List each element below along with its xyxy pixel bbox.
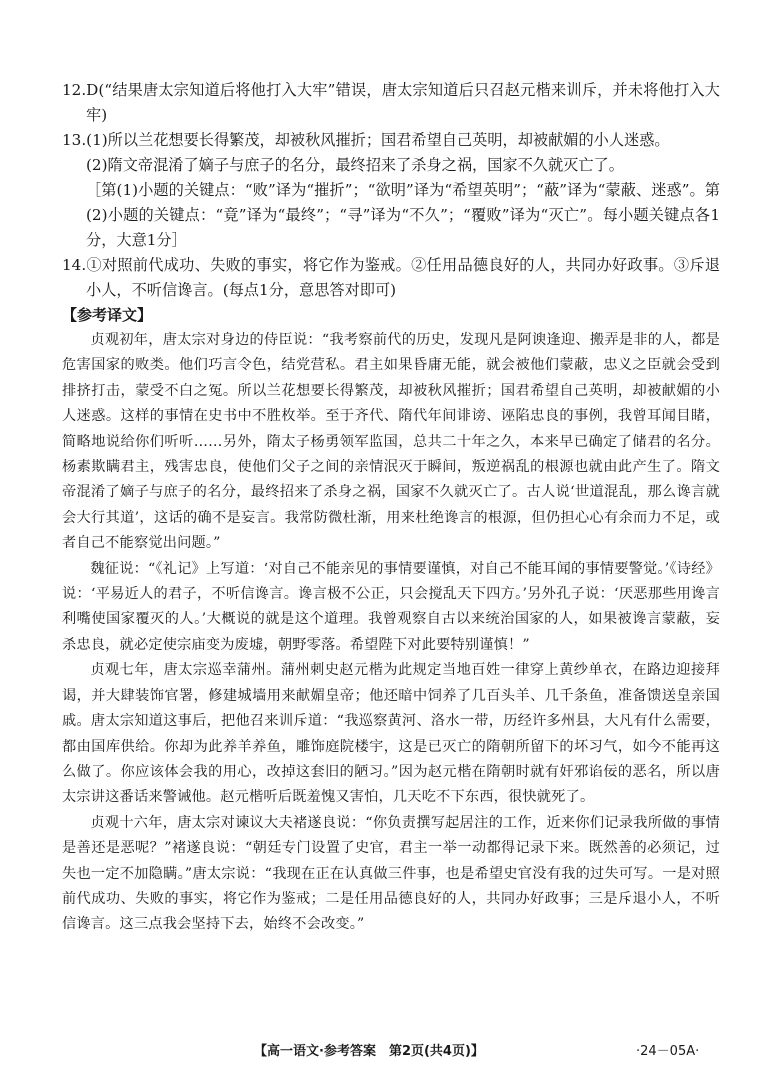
translation-paragraph-2: 魏征说：“《礼记》上写道：‘对自己不能亲见的事情要谨慎，对自己不能耳闻的事情要警觉。’《诗经》说：‘平易近人的君子，不听信谗言。谗言极不公正，只会搅乱天下四方。’另外孔子说：‘厌恶那些用谗言利嘴使国家覆灭的人。’大概说的就是这个道理。我曾观察自古以来统治国家的人，如果被谗言蒙蔽，妄杀忠良，就必定使宗庙变为废墟，朝野零落。希望陛下对此要特别谨慎！” — [62, 560, 720, 653]
translation-paragraph-1: 贞观初年，唐太宗对身边的侍臣说：“我考察前代的历史，发现凡是阿谀逢迎、搬弄是非的人，都是危害国家的败类。他们巧言令色，结党营私。君主如果昏庸无能，就会被他们蒙蔽，忠义之臣就会受到排挤打击，蒙受不白之冤。所以兰花想要长得繁茂，却被秋风摧折；国君希望自己英明，却被献媚的小人迷惑。这样的事情在史书中不胜枚举。至于齐代、隋代年间诽谤、诬陷忠良的事例，我曾耳闻目睹，简略地说给你们听听……另外，隋太子杨勇领军监国，总共二十年之久，本来早已确定了储君的名分。杨素欺瞒君主，残害忠良，使他们父子之间的亲情泯灭于瞬间，叛逆祸乱的根源也就由此产生了。隋文帝混淆了嫡子与庶子的名分，最终招来了杀身之祸，国家不久就灭亡了。古人说‘世道混乱，那么谗言就会大行其道’，这话的确不是妄言。我常防微杜渐，用来杜绝谗言的根源，但仍担心心有余而力不足，或者自己不能察觉出问题。” — [62, 332, 720, 552]
answer-13-part-1: 13.(1)所以兰花想要长得繁茂，却被秋风摧折；国君希望自己英明，却被献媚的小人迷惑。 — [62, 131, 670, 149]
footer-title: 【高一语文·参考答案 第2页(共4页)】 — [254, 1044, 484, 1059]
answer-14: 14.①对照前代成功、失败的事实，将它作为鉴戒。②任用品德良好的人，共同办好政事。③斥退小人，不听信谗言。(每点1分，意思答对即可) — [62, 256, 720, 299]
footer-code: ·24－05A· — [636, 1044, 700, 1059]
page-footer — [0, 1040, 764, 1060]
translation-heading: 【参考译文】 — [62, 306, 153, 324]
answer-13-part-2: (2)隋文帝混淆了嫡子与庶子的名分，最终招来了杀身之祸，国家不久就灭亡了。 — [86, 156, 624, 174]
answer-12: 12.D(“结果唐太宗知道后将他打入大牢”错误，唐太宗知道后只召赵元楷来训斥，并未将他打入大牢) — [62, 81, 720, 124]
answer-13-scoring-note: ［第(1)小题的关键点：“败”译为“摧折”；“欲明”译为“希望英明”；“蔽”译为“蒙蔽、迷惑”。第(2)小题的关键点：“竟”译为“最终”；“寻”译为“不久”；“覆败”译为“灭亡”。每小题关键点各1分，大意1分］ — [86, 181, 720, 249]
answer-content — [62, 78, 720, 938]
translation-paragraph-4: 贞观十六年，唐太宗对谏议大夫褚遂良说：“你负责撰写起居注的工作，近来你们记录我所做的事情是善还是恶呢？”褚遂良说：“朝廷专门设置了史官，君主一举一动都得记录下来。既然善的必须记，过失也一定不加隐瞒。”唐太宗说：“我现在正在认真做三件事，也是希望史官没有我的过失可写。一是对照前代成功、失败的事实，将它作为鉴戒；二是任用品德良好的人，共同办好政事；三是斥退小人，不听信谗言。这三点我会坚持下去，始终不会改变。” — [62, 814, 720, 933]
translation-paragraph-3: 贞观七年，唐太宗巡幸蒲州。蒲州刺史赵元楷为此规定当地百姓一律穿上黄纱单衣，在路边迎接拜谒，并大肆装饰官署，修建城墙用来献媚皇帝；他还暗中饲养了几百头羊、几千条鱼，准备馈送皇亲国戚。唐太宗知道这事后，把他召来训斥道：“我巡察黄河、洛水一带，历经许多州县，大凡有什么需要，都由国库供给。你却为此养羊养鱼，雕饰庭院楼宇，这是已灭亡的隋朝所留下的坏习气，如今不能再这么做了。你应该体会我的用心，改掉这套旧的陋习。”因为赵元楷在隋朝时就有奸邪谄佞的恶名，所以唐太宗讲这番话来警诫他。赵元楷听后既羞愧又害怕，几天吃不下东西，很快就死了。 — [62, 662, 720, 806]
